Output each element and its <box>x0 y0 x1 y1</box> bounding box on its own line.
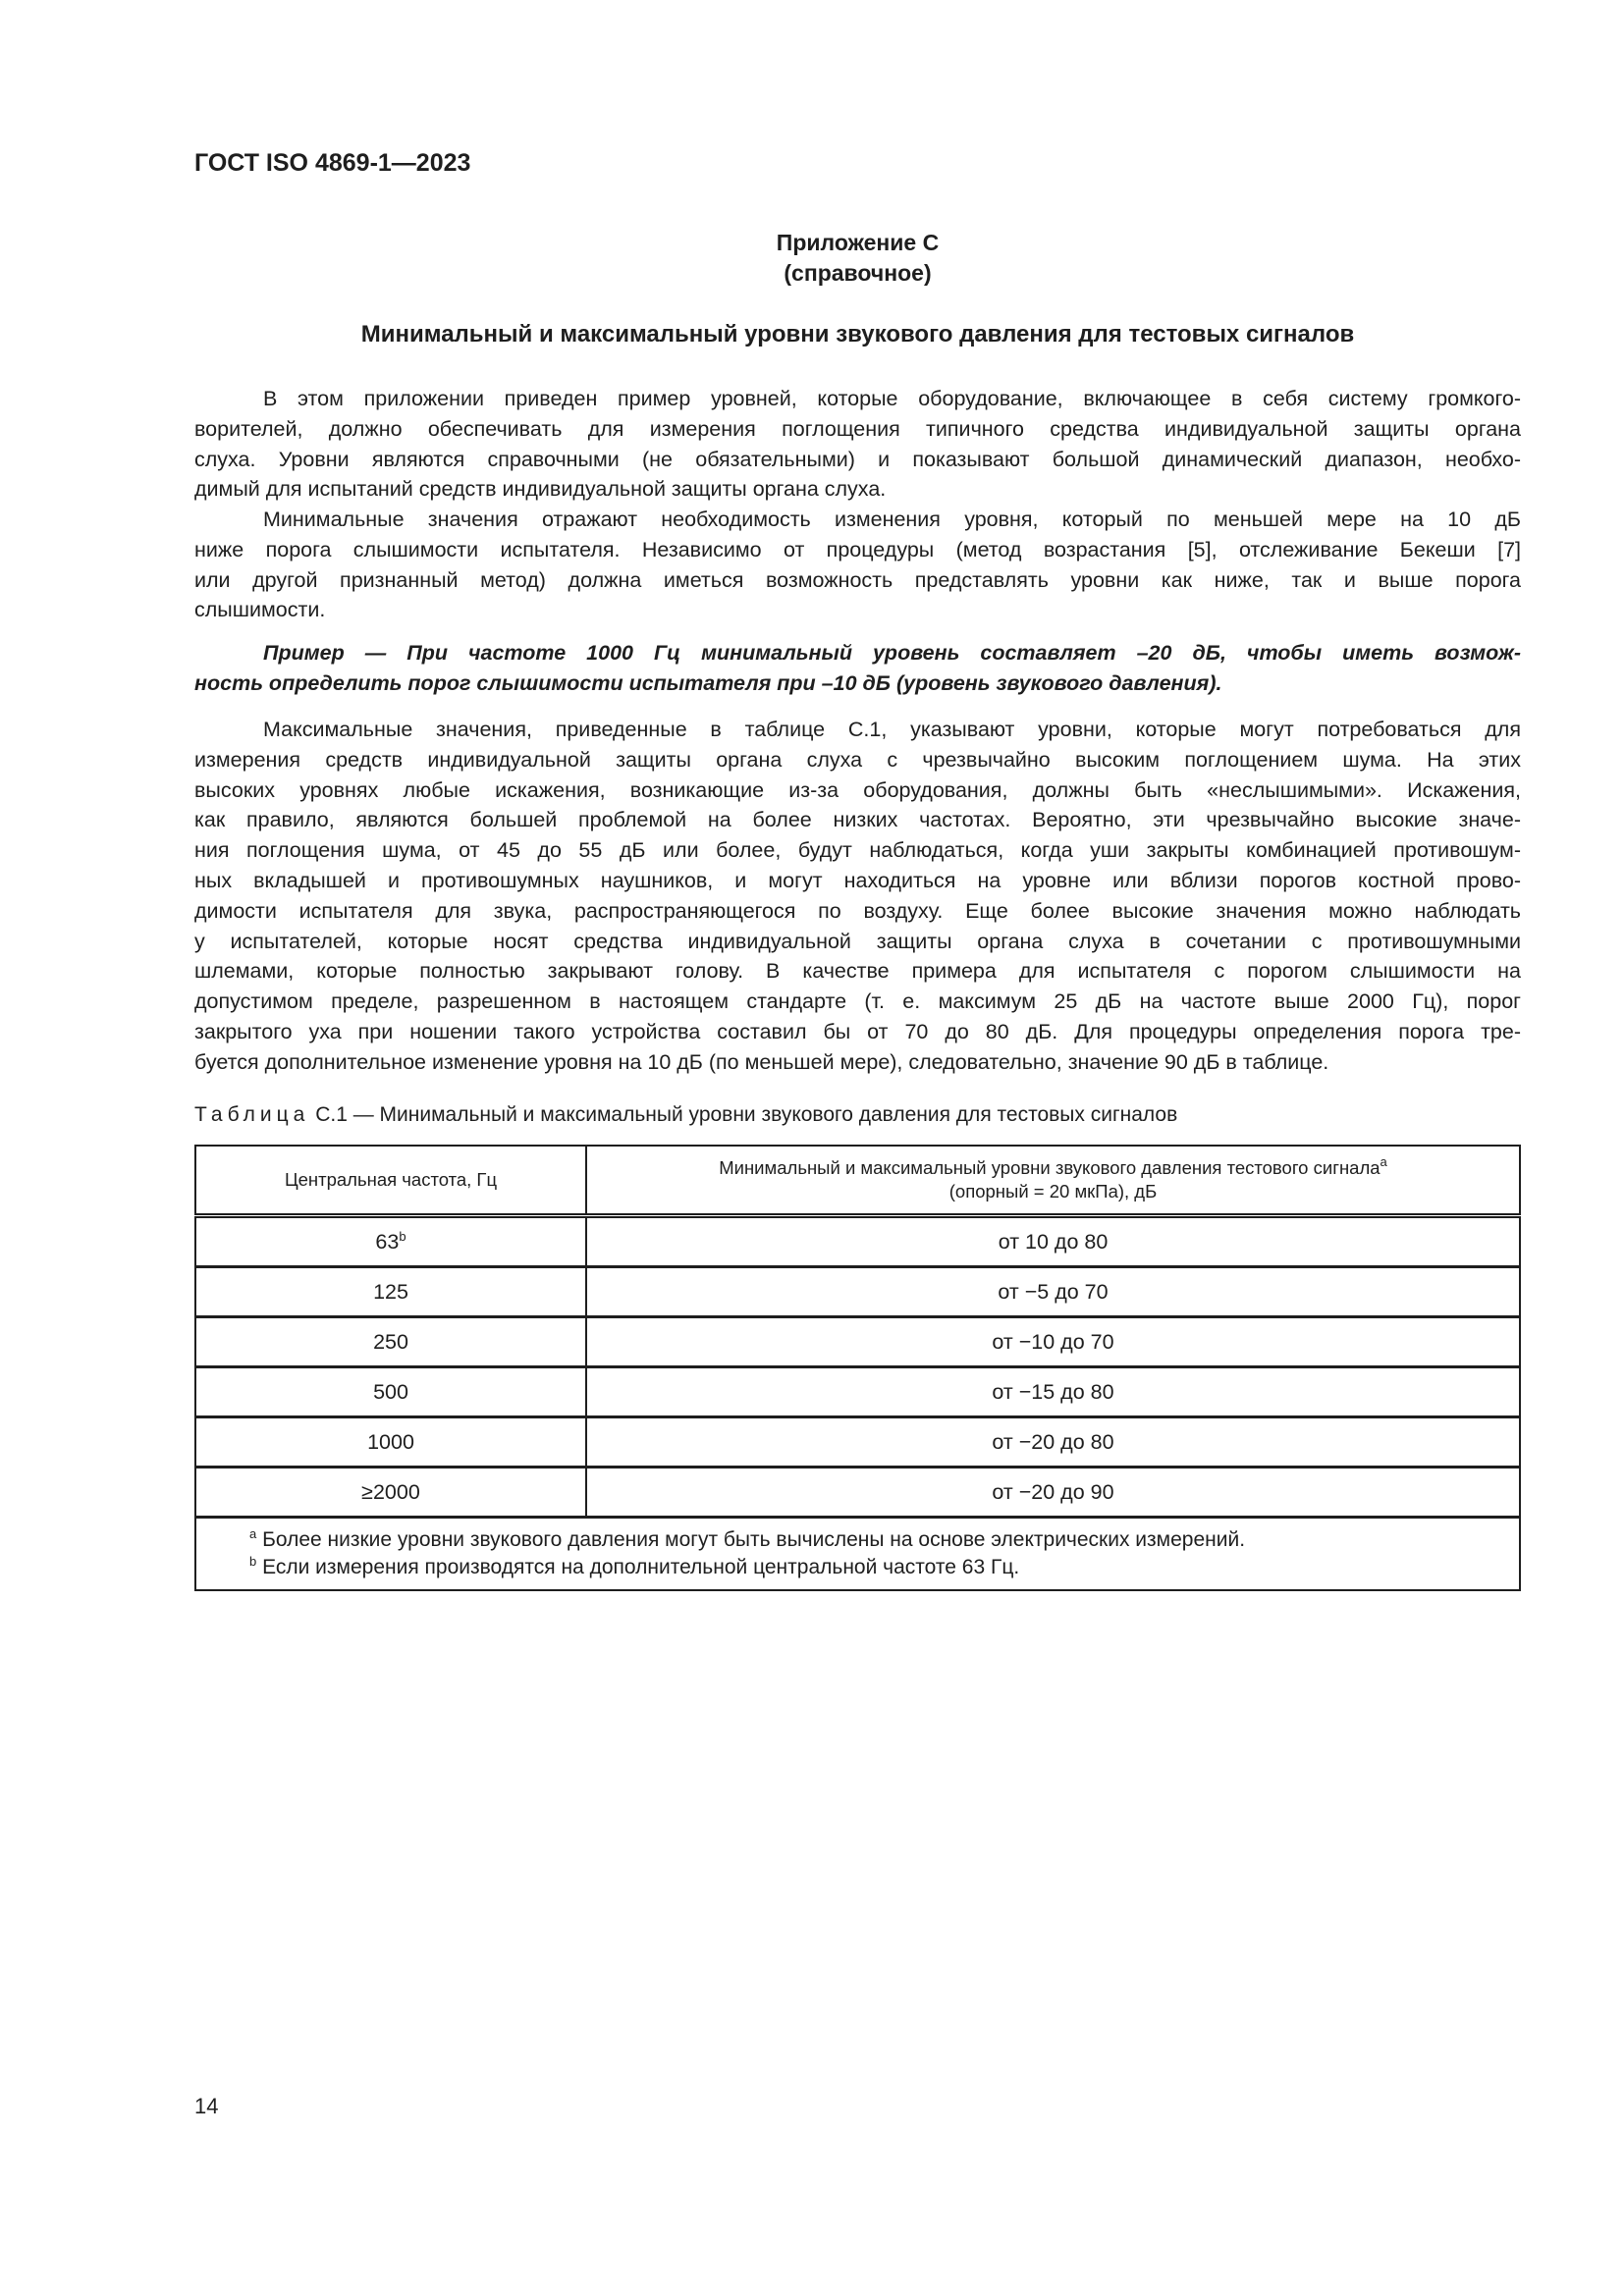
text-line: шлемами, которые полностью закрывают голову. В качестве примера для испытателя с порогом слышимости на <box>194 959 1521 984</box>
cell-frequency: 1000 <box>195 1417 586 1468</box>
paragraph-intro <box>194 384 1521 505</box>
footnote: $^a$ Более низкие уровни звукового давления могут быть вычислены на основе электрических измерений. <box>249 1526 1246 1551</box>
text-line: как правило, являются большей проблемой на более низких частотах. Вероятно, эти чрезвычайно высокие значе- <box>194 808 1521 832</box>
text-line: буется дополнительное изменение уровня на 10 дБ (по меньшей мере), следовательно, значение 90 дБ в таблице. <box>194 1049 1329 1074</box>
paragraph-maximum-values <box>194 715 1521 1078</box>
text-line: В этом приложении приведен пример уровней, которые оборудование, включающее в себя систему громкого- <box>263 387 1521 410</box>
table-row <box>195 1317 1520 1367</box>
text-line: димый для испытаний средств индивидуальной защиты органа слуха. <box>194 477 887 502</box>
footnote: $^b$ Если измерения производятся на дополнительной центральной частоте 63 Гц. <box>249 1554 1020 1578</box>
table-caption <box>194 1103 1177 1127</box>
text-line: Максимальные значения, приведенные в таблице С.1, указывают уровни, которые могут потребоваться для <box>263 718 1521 741</box>
cell-frequency: ≥2000 <box>195 1468 586 1518</box>
table-footnotes <box>195 1518 1520 1591</box>
table-caption-word: Таблица <box>194 1103 310 1126</box>
text-line: закрытого уха при ношении такого устройства составил бы от 70 до 80 дБ. Для процедуры определения порога тре- <box>194 1019 1521 1043</box>
cell-level-range: от −5 до 70 <box>586 1267 1520 1317</box>
text-line: Минимальные значения отражают необходимость изменения уровня, который по меньшей мере на 10 дБ <box>263 507 1521 531</box>
cell-frequency: 63$^b$ <box>195 1216 586 1267</box>
table-row <box>195 1468 1520 1518</box>
table-row <box>195 1267 1520 1317</box>
annex-status: (справочное) <box>784 260 932 286</box>
text-line: ниже порога слышимости испытателя. Независимо от процедуры (метод возрастания [5], отслеживание Бекеши [7] <box>194 537 1521 561</box>
cell-frequency: 500 <box>195 1367 586 1417</box>
text-line: слуха. Уровни являются справочными (не обязательными) и показывают большой динамический диапазон, необхо- <box>194 447 1521 471</box>
text-line: у испытателей, которые носят средства индивидуальной защиты органа слуха в сочетании с противошумными <box>194 929 1521 953</box>
paragraph-minimum-values <box>194 505 1521 625</box>
text-line: или другой признанный метод) должна иметься возможность представлять уровни как ниже, так и выше порога <box>194 567 1521 592</box>
table-header-row <box>195 1146 1520 1216</box>
cell-level-range: от −10 до 70 <box>586 1317 1520 1367</box>
cell-level-range: от −15 до 80 <box>586 1367 1520 1417</box>
annex-title: Минимальный и максимальный уровни звукового давления для тестовых сигналов <box>360 321 1355 347</box>
document-id-header: ГОСТ ISO 4869-1—2023 <box>194 149 471 177</box>
text-line: ния поглощения шума, от 45 до 55 дБ или более, будут наблюдаться, когда уши закрыты комбинацией противошум- <box>194 838 1521 863</box>
cell-level-range: от 10 до 80 <box>586 1216 1520 1267</box>
cell-frequency: 125 <box>195 1267 586 1317</box>
annex-label: Приложение С <box>776 230 940 255</box>
cell-frequency: 250 <box>195 1317 586 1367</box>
text-line: ворителей, должно обеспечивать для измерения поглощения типичного средства индивидуальной защиты органа <box>194 416 1521 441</box>
table-row <box>195 1417 1520 1468</box>
page-number: 14 <box>194 2094 219 2118</box>
levels-table <box>194 1145 1521 1591</box>
cell-level-range: от −20 до 90 <box>586 1468 1520 1518</box>
text-line: измерения средств индивидуальной защиты органа слуха с чрезвычайно высоким поглощением шума. На этих <box>194 747 1521 772</box>
header-levels: Минимальный и максимальный уровни звукового давления тестового сигнала$^a$ (опорный = 20 мкПа), дБ <box>586 1146 1520 1216</box>
cell-level-range: от −20 до 80 <box>586 1417 1520 1468</box>
header-center-frequency: Центральная частота, Гц <box>195 1146 586 1216</box>
text-line: допустимом пределе, разрешенном в настоящем стандарте (т. е. максимум 25 дБ на частоте выше 2000 Гц), порог <box>194 989 1521 1014</box>
table-row <box>195 1216 1520 1267</box>
text-line: ность определить порог слышимости испытателя при –10 дБ (уровень звукового давления). <box>194 670 1222 695</box>
example-note <box>194 638 1521 699</box>
text-line: Пример — При частоте 1000 Гц минимальный уровень составляет –20 дБ, чтобы иметь возмож- <box>263 641 1521 665</box>
table-caption-text: С.1 — Минимальный и максимальный уровни звукового давления для тестовых сигналов <box>315 1103 1178 1126</box>
text-line: слышимости. <box>194 598 326 622</box>
table-footnotes-row <box>195 1518 1520 1591</box>
annex-heading <box>194 228 1521 289</box>
table-row <box>195 1367 1520 1417</box>
text-line: высоких уровнях любые искажения, возникающие из-за оборудования, должны быть «неслышимыми». Искажения, <box>194 777 1521 802</box>
text-line: ных вкладышей и противошумных наушников, и могут находиться на уровне или вблизи порогов костной прово- <box>194 868 1521 892</box>
text-line: димости испытателя для звука, распространяющегося по воздуху. Еще более высокие значения можно наблюдать <box>194 898 1521 923</box>
